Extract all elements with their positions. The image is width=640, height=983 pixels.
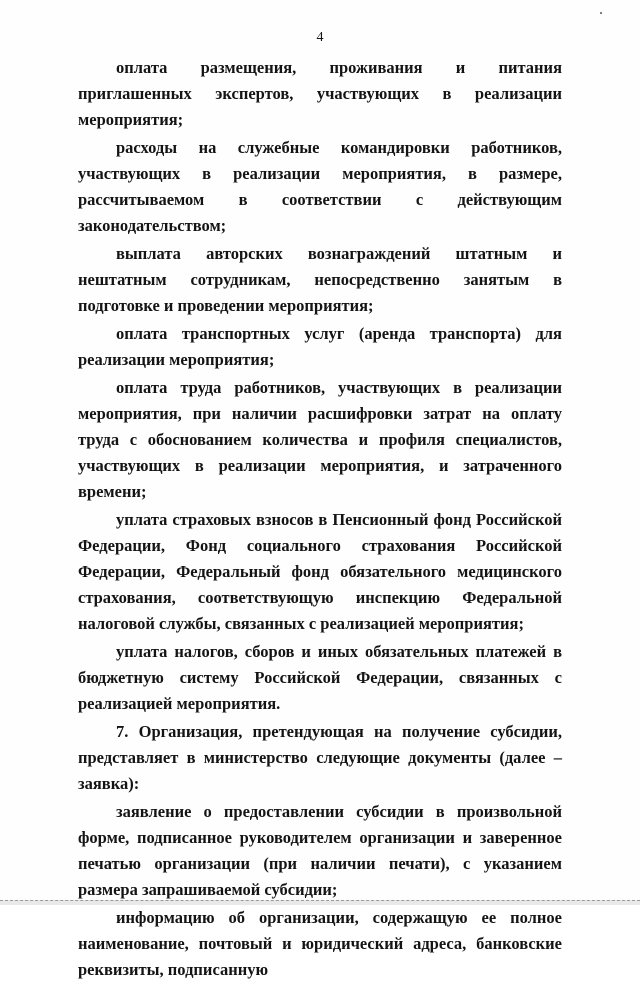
scan-bottom-edge [0,900,640,905]
page-number: 4 [316,30,324,45]
paragraph-taxes: уплата налогов, сборов и иных обязательных платежей в бюджетную систему Российской Федерации, связанных с реализацией мероприятия. [78,642,562,713]
paragraph-author-fees: выплата авторских вознаграждений штатным и нештатным сотрудникам, непосредственно занятым в подготовке и проведении мероприятия; [78,244,562,315]
paragraph-organization-info: информацию об организации, содержащую ее полное наименование, почтовый и юридический адреса, банковские реквизиты, подписанную [78,908,562,979]
paragraph-business-trips: расходы на служебные командировки работников, участвующих в реализации мероприятия, в размере, рассчитываемом в соответствии с действующим законодательством; [78,138,562,235]
paragraph-transport: оплата транспортных услуг (аренда транспорта) для реализации мероприятия; [78,324,562,369]
paragraph-expert-accommodation: оплата размещения, проживания и питания приглашенных экспертов, участвующих в реализации мероприятия; [78,58,562,129]
paragraph-application-statement: заявление о предоставлении субсидии в произвольной форме, подписанное руководителем организации и заверенное печатью организации (при наличии печати), с указанием размера запрашиваемой субсидии; [78,802,562,899]
document-body [78,55,562,983]
scan-speck [600,12,602,14]
paragraph-insurance-contributions: уплата страховых взносов в Пенсионный фонд Российской Федерации, Фонд социального страхования Российской Федерации, Федеральный фонд обязательного медицинского страхования, соответствующую инспекцию Федеральной налоговой службы, связанных с реализацией мероприятия; [78,510,562,633]
paragraph-labor-payment: оплата труда работников, участвующих в реализации мероприятия, при наличии расшифровки затрат на оплату труда с обоснованием количества и профиля специалистов, участвующих в реализации мероприятия, и затраченного времени; [78,378,562,501]
paragraph-section-7: 7. Организация, претендующая на получение субсидии, представляет в министерство следующие документы (далее – заявка): [78,722,562,793]
